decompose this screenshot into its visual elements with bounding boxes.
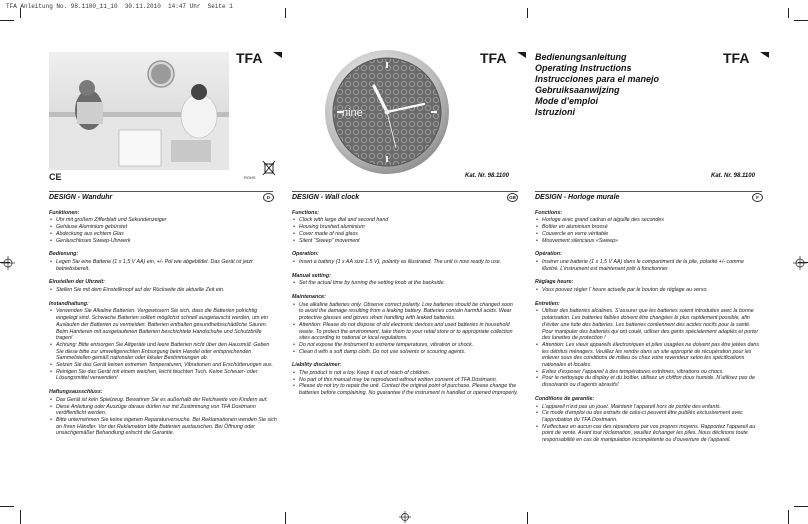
print-header: TFA Anleitung No. 98.1100_11_10 30.11.2010 14:47 Uhr Seite 1 bbox=[6, 3, 233, 10]
list-item: • Mouvement silencieux «Sweep» bbox=[542, 238, 762, 245]
time-setting-list bbox=[49, 287, 277, 294]
operation-list bbox=[292, 259, 518, 266]
clock-face-label: nine bbox=[342, 107, 363, 119]
list-item: • Utiliser des batteries alcalines. S’assurer que les batteries soient introduites avec la bonne polarisation. Les batteries faibles doivent être changées le plus rapidement possible, afin d’éviter une fuite des batteries. Les batteries contiennent des acides nocifs pour la santé. Pour manipuler des batteries qui ont coulé, utiliser des gants spécialement adaptés et porter des lunettes de protection ! bbox=[542, 308, 762, 342]
section-divider bbox=[292, 191, 518, 192]
heading-maintenance: Entretien: bbox=[535, 300, 560, 307]
operation-list bbox=[49, 259, 277, 272]
list-item: • Diese Anleitung oder Auszüge daraus dürfen nur mit Zustimmung von TFA Dostmann veröffentlicht werden. bbox=[56, 404, 277, 417]
heading-maintenance: Maintenance: bbox=[292, 294, 326, 301]
list-item: • Do not expose the instrument to extreme temperatures, vibration or shock. bbox=[299, 342, 518, 349]
heading-guarantee: Conditions de garantie: bbox=[535, 395, 595, 402]
list-item: • Geräuschloses Sweep-Uhrwerk bbox=[56, 238, 277, 245]
list-item: • Horloge avec grand cadran et aiguille des secondes bbox=[542, 217, 762, 224]
guarantee-list bbox=[535, 404, 762, 444]
list-item: • Cover made of real glass bbox=[299, 231, 518, 238]
list-item: • Attention: Les vieux appareils électroniques et piles usagées ne doivent pas être jetées dans les détritus ménagers. Veuillez les rendre dans un site approprié de récupération pour les enlever sous des conditions de milieu ou chez votre revendeur selon les spécifications nationales et locales. bbox=[542, 342, 762, 369]
list-item: • Boîtier en aluminium brossé bbox=[542, 224, 762, 231]
list-item: • Evitez d’exposer l’appareil à des températures extrêmes, vibrations ou chocs. bbox=[542, 369, 762, 376]
product-lifestyle-photo bbox=[49, 52, 229, 170]
heading-disclaimer: Haftungsausschluss: bbox=[49, 389, 103, 396]
list-item: • Housing brushed aluminium bbox=[299, 224, 518, 231]
list-item: • Bitte unternehmen Sie keine eigenen Reparaturversuche. Bei Reklamationen wenden Sie sich an Ihren Händler. Vor der Reklamation bitte Batterien austauschen. Bei Öffnung oder unsachgemäßer Behandlung erlischt die Garantie. bbox=[56, 417, 277, 437]
list-item: • Legen Sie eine Batterie (1 x 1,5 V AA) ein, +/- Pol wie abgebildet. Das Gerät ist jetzt betriebsbereit. bbox=[56, 259, 277, 272]
ce-mark: CE bbox=[49, 172, 62, 182]
manual-setting-list bbox=[292, 280, 518, 287]
language-badge-de: D bbox=[263, 193, 274, 202]
list-item: • Insérer une batterie (1 x 1,5 V AA) dans le compartiment de la pile, polarité +/- comme illustré. L’instrument est maintenant prêt à fonctionner. bbox=[542, 259, 762, 272]
rohs-mark: ROHS bbox=[244, 175, 256, 180]
heading-time-setting: Réglage heure: bbox=[535, 279, 574, 286]
list-item: • N’effectuez en aucun cas des réparations par vos propres moyens. Rapportez l’appareil au point de vente. Avant tout réclamation, veuillez échanger les piles. Nous déclinons toute responsabilité en cas de manipulation incompétente ou d’ouverture de l’appareil. bbox=[542, 424, 762, 444]
list-item: • Abdeckung aus echtem Glas bbox=[56, 231, 277, 238]
list-item: • Achtung: Bitte entsorgen Sie Altgeräte und leere Batterien nicht über den Hausmüll. Geben Sie diese bitte zur umweltgerechten Entsorgung beim Handel oder entsprechenden Sammelstellen gemäß nationaler oder lokaler Bestimmungen ab. bbox=[56, 342, 277, 362]
language-badge-f: F bbox=[752, 193, 763, 202]
title-fr: Mode d’emploi bbox=[535, 96, 598, 106]
manual-titles bbox=[535, 52, 659, 118]
list-item: • Insert a battery (1 x AA size 1.5 V), polarity as illustrated. The unit is now ready to use. bbox=[299, 259, 518, 266]
english-section bbox=[292, 195, 518, 397]
liability-list bbox=[292, 370, 518, 397]
heading-manual-setting: Manual setting: bbox=[292, 272, 331, 279]
list-item: • Couvercle en verre véritable bbox=[542, 231, 762, 238]
tfa-logo bbox=[235, 50, 283, 66]
title-nl: Gebruiksaanwijzing bbox=[535, 85, 620, 95]
list-item: • Silent “Sweep” movement bbox=[299, 238, 518, 245]
catalog-number: Kat. Nr. 98.1100 bbox=[465, 173, 509, 179]
list-item: • Reinigen Sie das Gerät mit einem weichen, leicht feuchten Tuch. Keine Scheuer- oder Lösungsmittel verwenden! bbox=[56, 369, 277, 382]
tfa-logo-text: TFA bbox=[723, 50, 750, 66]
functions-list bbox=[535, 217, 762, 244]
heading-operation: Opération: bbox=[535, 251, 562, 258]
section-divider bbox=[535, 191, 762, 192]
heading-functions: Fonctions: bbox=[535, 209, 563, 216]
functions-list bbox=[292, 217, 518, 244]
heading-operation: Operation: bbox=[292, 251, 319, 258]
functions-list bbox=[49, 217, 277, 244]
french-section bbox=[535, 195, 762, 444]
title-de: Bedienungsanleitung bbox=[535, 52, 627, 62]
language-badge-gb: GB bbox=[507, 193, 518, 202]
list-item: • Gehäuse Aluminium gebürstet bbox=[56, 224, 277, 231]
tfa-logo bbox=[722, 50, 770, 66]
wall-clock-image bbox=[312, 48, 462, 176]
list-item: • Use alkaline batteries only. Observe correct polarity. Low batteries should be changed soon to avoid the damage resulting from a leaking battery. Batteries contain harmful acids. Wear protective glasses and gloves when handling with leaked batteries. bbox=[299, 302, 518, 322]
heading-maintenance: Instandhaltung: bbox=[49, 300, 89, 307]
list-item: • Stellen Sie mit dem Einstellknopf auf der Rückseite die aktuelle Zeit ein. bbox=[56, 287, 277, 294]
list-item: • No part of this manual may be reproduced without written consent of TFA Dostmann. bbox=[299, 377, 518, 384]
list-item: • Attention: Please do not dispose of old electronic devices and used batteries in household waste. To protect the environment, take them to your retail store or to appropriate collection sites according to national or local regulations. bbox=[299, 322, 518, 342]
maintenance-list bbox=[49, 308, 277, 382]
tfa-logo bbox=[479, 50, 527, 66]
list-item: • L’appareil n’est pas un jouet. Maintenir l’appareil hors de portée des enfants. bbox=[542, 404, 762, 411]
section-title: DESIGN - Horloge murale bbox=[535, 194, 620, 201]
tfa-logo-text: TFA bbox=[480, 50, 507, 66]
time-setting-list bbox=[535, 287, 762, 294]
section-divider bbox=[49, 191, 273, 192]
list-item: • Ce mode d’emploi ou des extraits de celui-ci peuvent être publiés exclusivement avec l’approbation du TFA Dostmann. bbox=[542, 410, 762, 423]
list-item: • Clean it with a soft damp cloth. Do not use solvents or scouring agents. bbox=[299, 349, 518, 356]
disclaimer-list bbox=[49, 397, 277, 437]
list-item: • Das Gerät ist kein Spielzeug. Bewahren Sie es außerhalb der Reichweite von Kindern auf. bbox=[56, 397, 277, 404]
list-item: • Uhr mit großem Zifferblatt und Sekundenzeiger bbox=[56, 217, 277, 224]
heading-functions: Functions: bbox=[292, 209, 320, 216]
heading-functions: Funktionen: bbox=[49, 209, 80, 216]
list-item: • Vous pouvez régler l’ heure actuelle par le bouton de réglage au verso. bbox=[542, 287, 762, 294]
section-title: DESIGN - Wall clock bbox=[292, 194, 360, 201]
list-item: • Setzen Sie das Gerät keinen extremen Temperaturen, Vibrationen und Erschütterungen aus. bbox=[56, 362, 277, 369]
title-en: Operating Instructions bbox=[535, 63, 632, 73]
list-item: • Please do not try to repair the unit. Contact the original point of purchase. Please change the batteries before complaining. No guarantee if the instrument is handled or opened improperly. bbox=[299, 383, 518, 396]
maintenance-list bbox=[292, 302, 518, 356]
heading-operation: Bedienung: bbox=[49, 251, 79, 258]
list-item: • The product is not a toy. Keep it out of reach of children. bbox=[299, 370, 518, 377]
maintenance-list bbox=[535, 308, 762, 388]
operation-list bbox=[535, 259, 762, 272]
list-item: • Clock with large dial and second hand bbox=[299, 217, 518, 224]
tfa-logo-text: TFA bbox=[236, 50, 263, 66]
heading-liability: Liability disclaimer: bbox=[292, 362, 342, 369]
section-title: DESIGN - Wanduhr bbox=[49, 194, 113, 201]
german-section bbox=[49, 195, 277, 437]
list-item: • Verwenden Sie Alkaline Batterien. Vergewissern Sie sich, dass die Batterien polrichtig eingelegt sind. Schwache Batterien sollten möglichst schnell ausgetauscht werden, um ein Auslaufen der Batterien zu vermeiden. Batterien enthalten gesundheitsschädliche Säuren. Beim Hantieren mit ausgelaufenen Batterien beschichtete Handschuhe und Schutzbrille tragen! bbox=[56, 308, 277, 342]
catalog-number: Kat. Nr. 98.1100 bbox=[711, 173, 755, 179]
heading-time-setting: Einstellen der Uhrzeit: bbox=[49, 279, 105, 286]
list-item: • Set the actual time by turning the setting knob at the backside. bbox=[299, 280, 518, 287]
weee-bin-icon bbox=[262, 160, 276, 176]
title-es: Instrucciones para el manejo bbox=[535, 74, 660, 84]
title-it: Istruzioni bbox=[535, 107, 575, 117]
list-item: • Pour le nettoyage du display et du boîtier, utilisez un chiffon doux humide. N’utilisez pas de dissolvants ou d’agents abrasifs! bbox=[542, 375, 762, 388]
